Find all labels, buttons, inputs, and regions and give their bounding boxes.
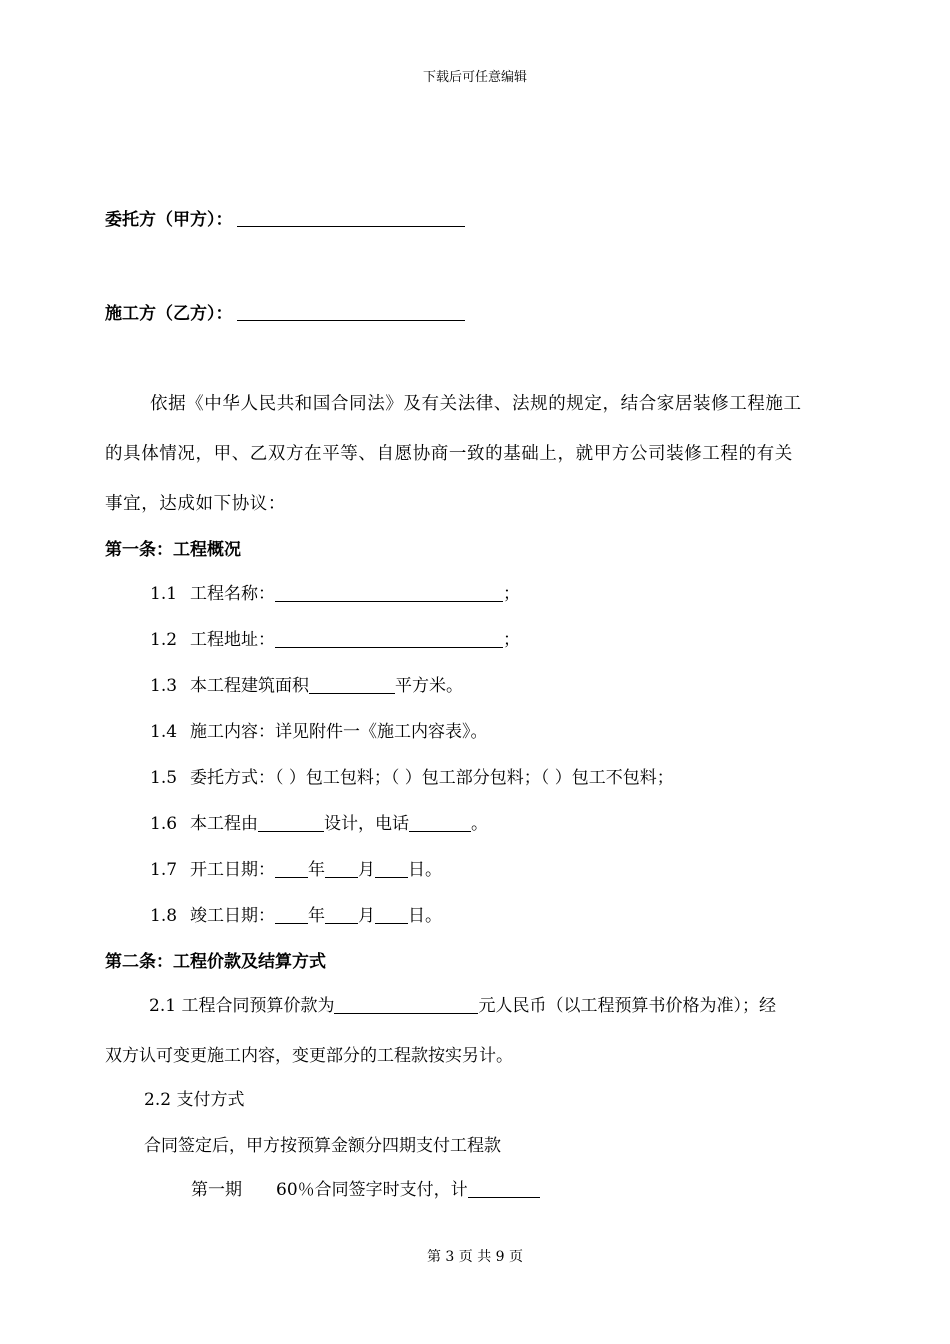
item-text: 竣工日期： [190,906,275,926]
contractor-label: 施工方（乙方）： [105,304,233,324]
clause-2-1-line-2: 双方认可变更施工内容，变更部分的工程款按实另计。 [105,1046,513,1066]
end-month-blank [325,905,358,924]
client-label: 委托方（甲方）： [105,210,233,230]
start-day-blank [375,859,408,878]
item-text: 日。 [408,860,442,880]
item-text: 施工内容：详见附件一《施工内容表》。 [190,722,488,742]
item-1-6 [150,809,488,834]
item-text: 设计，电话 [324,814,409,834]
item-number: 1.5 [150,768,178,788]
payment-stage-1 [191,1175,540,1200]
page-footer: 第 3 页 共 9 页 [426,1249,524,1265]
intro-line-3: 事宜，达成如下协议： [105,494,286,514]
item-1-4 [150,717,488,742]
item-1-1 [150,579,520,604]
clause-2-2-title: 2.2 支付方式 [144,1090,245,1110]
end-day-blank [375,905,408,924]
item-text: 月 [358,906,375,926]
end-year-blank [275,905,308,924]
clause-text: 2.1 工程合同预算价款为 [149,996,335,1016]
start-month-blank [325,859,358,878]
item-text: 工程名称： [190,584,275,604]
stage-text: 60％合同签字时支付，计 [276,1180,468,1200]
item-1-2 [150,625,520,650]
intro-line-2: 的具体情况，甲、乙双方在平等、自愿协商一致的基础上，就甲方公司装修工程的有关 [105,444,793,464]
item-text: 本工程由 [190,814,258,834]
stage-label: 第一期 [191,1180,242,1200]
start-year-blank [275,859,308,878]
item-1-7 [150,855,442,880]
contractor-blank [237,302,465,321]
item-text: 日。 [408,906,442,926]
client-party-line [105,205,465,230]
item-number: 1.7 [150,860,178,880]
item-1-3 [150,671,463,696]
item-text: 年 [308,860,325,880]
client-blank [237,208,465,227]
item-text: 。 [471,814,488,834]
item-1-8 [150,901,442,926]
item-text: ； [503,630,520,650]
intro-line-1: 依据《中华人民共和国合同法》及有关法律、法规的规定，结合家居装修工程施工 [150,394,802,414]
item-number: 1.4 [150,722,178,742]
clause-2-1 [149,991,776,1016]
article-1-title: 第一条：工程概况 [105,540,241,560]
designer-blank [258,813,324,832]
item-1-5 [150,763,674,788]
item-text: 月 [358,860,375,880]
item-number: 1.2 [150,630,178,650]
item-text: 开工日期： [190,860,275,880]
item-number: 1.6 [150,814,178,834]
item-text: 委托方式：（ ）包工包料；（ ）包工部分包料；（ ）包工不包料； [190,768,674,788]
article-2-title: 第二条：工程价款及结算方式 [105,952,326,972]
item-text: 平方米。 [395,676,463,696]
item-number: 1.3 [150,676,178,696]
payment-description: 合同签定后，甲方按预算金额分四期支付工程款 [144,1136,501,1156]
item-text: 工程地址： [190,630,275,650]
area-blank [309,675,395,694]
contractor-party-line [105,299,465,324]
stage-1-amount-blank [468,1179,540,1198]
project-name-blank [275,583,503,602]
contract-price-blank [334,995,478,1014]
item-number: 1.8 [150,906,178,926]
project-address-blank [275,629,503,648]
item-text: 年 [308,906,325,926]
item-text: ； [503,584,520,604]
clause-text: 元人民币（以工程预算书价格为准）；经 [478,996,776,1016]
item-number: 1.1 [150,584,178,604]
phone-blank [409,813,471,832]
header-note: 下载后可任意编辑 [422,70,527,85]
item-text: 本工程建筑面积 [190,676,309,696]
